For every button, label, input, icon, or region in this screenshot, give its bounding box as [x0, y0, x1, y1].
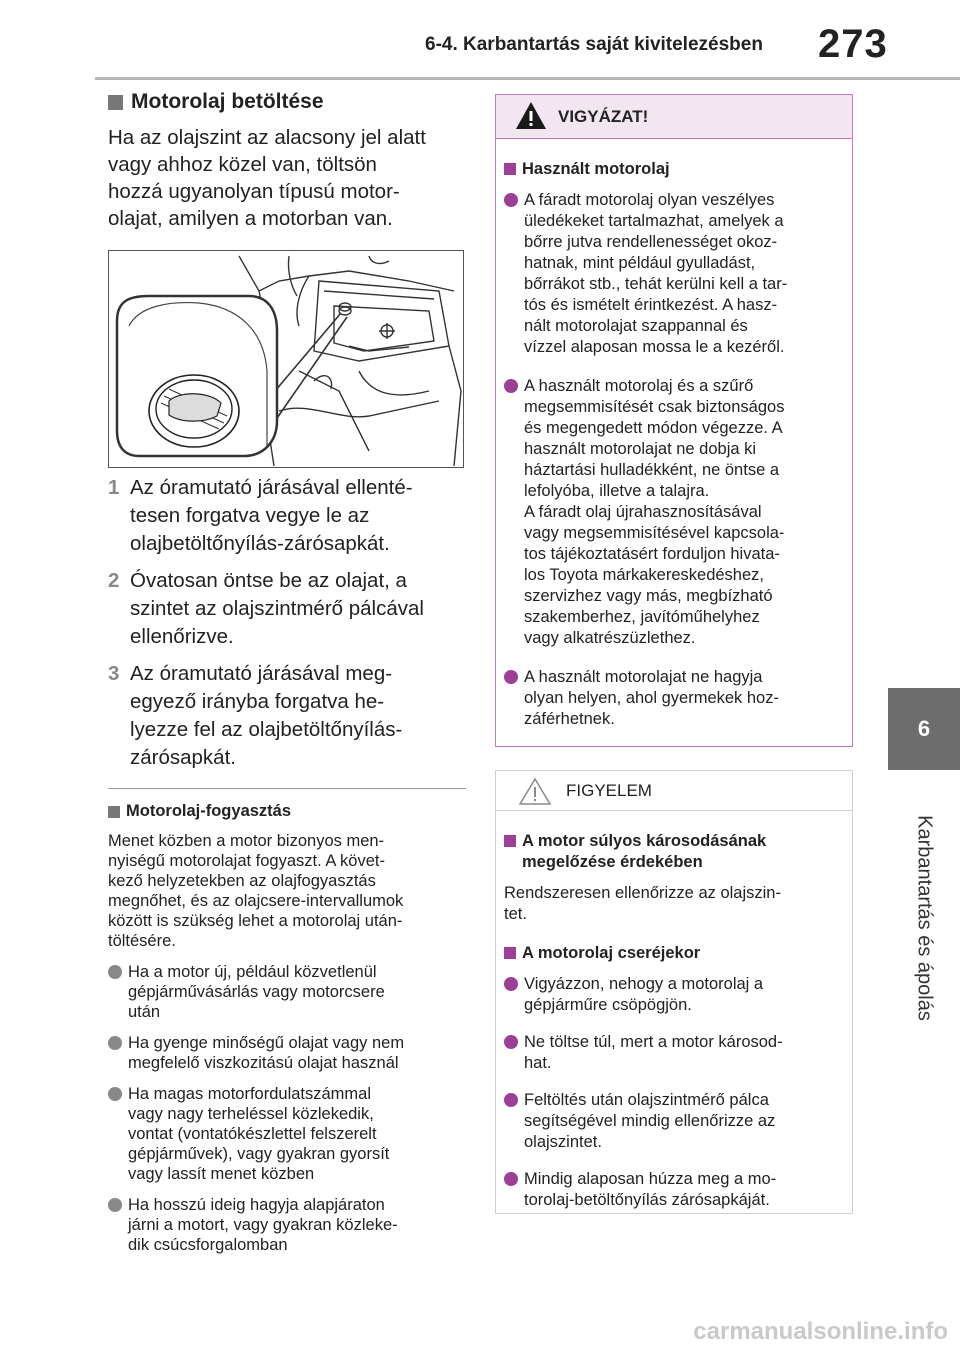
square-bullet-icon [504, 163, 516, 175]
consumption-heading-text: Motorolaj-fogyasztás [126, 802, 292, 820]
list-item [504, 1032, 840, 1074]
page-number: 273 [818, 22, 888, 66]
notice-subheading [504, 943, 840, 964]
square-bullet-icon [108, 95, 123, 110]
warning-title: VIGYÁZAT! [558, 106, 649, 126]
left-column [108, 90, 466, 1255]
notice-box [495, 770, 853, 1214]
warning-subheading [504, 159, 840, 180]
engine-diagram-icon [109, 251, 464, 468]
page-header [0, 0, 960, 80]
consumption-heading [108, 802, 466, 821]
list-item-text: Ha hosszú ideig hagyja alapjáraton járni a motort, vagy gyakran közleke- dik csúcsforgalomban [128, 1196, 398, 1254]
step-number: 2 [108, 569, 120, 592]
bullet-dot-icon [504, 193, 518, 207]
square-bullet-icon [504, 947, 516, 959]
list-item [108, 1033, 466, 1073]
header-divider [95, 77, 960, 80]
chapter-title: Karbantartás és ápolás [913, 815, 936, 1021]
list-item [504, 974, 840, 1016]
warning-body [496, 139, 852, 730]
list-item [504, 1169, 840, 1211]
notice-header [496, 771, 852, 811]
list-item [108, 962, 466, 1022]
list-item-text: Ha gyenge minőségű olajat vagy nem megfelelő viszkozitású olajat használ [128, 1034, 405, 1072]
list-item [108, 1084, 466, 1184]
bullet-dot-icon [504, 1035, 518, 1049]
list-item-text: A használt motorolajat ne hagyja olyan helyen, ahol gyermekek hoz- záférhetnek. [524, 668, 779, 728]
square-bullet-icon [108, 806, 120, 818]
notice-subheading-text: A motorolaj cseréjekor [522, 944, 701, 962]
step-text: Óvatosan öntse be az olajat, a szintet az olajszintmérő pálcával ellenőrizve. [130, 569, 424, 648]
intro-text: Ha az olajszint az alacsony jel alatt vagy ahhoz közel van, töltsön hozzá ugyanolyan típusú motor- olajat, amilyen a motorban van. [108, 126, 426, 230]
notice-title: FIGYELEM [566, 780, 652, 800]
notice-body [496, 811, 852, 1211]
list-item-text: Ha magas motorfordulatszámmal vagy nagy terheléssel közlekedik, vontat (vontatókészlettel felszerelt gépjárművek), vagy gyakran gyorsít vagy lassít menet közben [128, 1085, 390, 1183]
warning-triangle-icon [514, 100, 548, 132]
list-item-text: A használt motorolaj és a szűrő megsemmisítését csak biztonságos és megengedett módon végezze. A használt motorolajat ne dobja ki háztartási hulladékként, ne öntse a lefolyóba, illetve a talajra. A fáradt olaj újrahasznosításával vagy megsemmisítésével kapcsola- tos tájékoztatásért forduljon hivata- los Toyota márkakereskedéshez, szervizhez vagy más, megbízható szakemberhez, javítóműhelyhez vagy alkatrészüzlethez. [524, 377, 785, 647]
watermark: carmanualsonline.info [693, 1318, 948, 1345]
consumption-text: Menet közben a motor bizonyos men- nyiségű motorolajat fogyaszt. A követ- kező helyzetekben az olajfogyasztás megnőhet, és az olajcsere-intervallumok között is szükség lehet a motorolaj után- töltésére. [108, 832, 404, 950]
step-text: Az óramutató járásával meg- egyező irányba forgatva he- lyezze fel az olajbetöltőnyílás- zárósapkát. [130, 662, 403, 769]
bullet-dot-icon [504, 977, 518, 991]
section-heading [108, 90, 466, 114]
chapter-tab[interactable]: 6 [888, 688, 960, 770]
bullet-dot-icon [108, 1198, 122, 1212]
list-item [504, 376, 840, 649]
list-item-text: Ha a motor új, például közvetlenül gépjárművásárlás vagy motorcsere után [128, 963, 385, 1021]
section-divider [108, 788, 466, 789]
list-item-text: Vigyázzon, nehogy a motorolaj a gépjárműre csöpögjön. [524, 975, 764, 1014]
bullet-dot-icon [108, 1087, 122, 1101]
notice-subheading-text: A motor súlyos károsodásának megelőzése érdekében [522, 832, 767, 871]
warning-subheading-text: Használt motorolaj [522, 160, 670, 178]
list-item [108, 1195, 466, 1255]
heading-text: Motorolaj betöltése [131, 90, 324, 113]
square-bullet-icon [504, 835, 516, 847]
steps-list [108, 474, 466, 772]
warning-header [496, 95, 852, 139]
notice-text: Rendszeresen ellenőrizze az olajszin- tet. [504, 884, 781, 923]
list-item-text: Feltöltés után olajszintmérő pálca segítségével mindig ellenőrizze az olajszintet. [524, 1091, 776, 1151]
list-item [504, 667, 840, 730]
step-item [108, 660, 466, 772]
step-number: 1 [108, 476, 120, 499]
list-item [504, 1090, 840, 1153]
bullet-dot-icon [108, 965, 122, 979]
step-item [108, 474, 466, 558]
bullet-dot-icon [504, 1093, 518, 1107]
list-item-text: Ne töltse túl, mert a motor károsod- hat. [524, 1033, 783, 1072]
step-text: Az óramutató járásával ellenté- tesen forgatva vegye le az olajbetöltőnyílás-zárósapkát. [130, 476, 413, 555]
engine-oil-cap-illustration [108, 250, 464, 468]
list-item [504, 190, 840, 358]
section-title: 6-4. Karbantartás saját kivitelezésben [425, 34, 763, 55]
bullet-dot-icon [108, 1036, 122, 1050]
step-item [108, 567, 466, 651]
bullet-dot-icon [504, 670, 518, 684]
bullet-dot-icon [504, 379, 518, 393]
notice-subheading [504, 831, 840, 873]
step-number: 3 [108, 662, 120, 685]
bullet-dot-icon [504, 1172, 518, 1186]
caution-triangle-icon [518, 777, 552, 807]
warning-box [495, 94, 853, 747]
list-item-text: A fáradt motorolaj olyan veszélyes üledékeket tartalmazhat, amelyek a bőrre jutva rendellenességet okoz- hatnak, mint például gyulladást, bőrrákot stb., tehát kerülni kell a tar- tós és ismételt érintkezést. A hasz- nált motorolajat szappannal és vízzel alaposan mossa le a kezéről. [524, 191, 788, 356]
list-item-text: Mindig alaposan húzza meg a mo- torolaj-betöltőnyílás zárósapkáját. [524, 1170, 777, 1209]
